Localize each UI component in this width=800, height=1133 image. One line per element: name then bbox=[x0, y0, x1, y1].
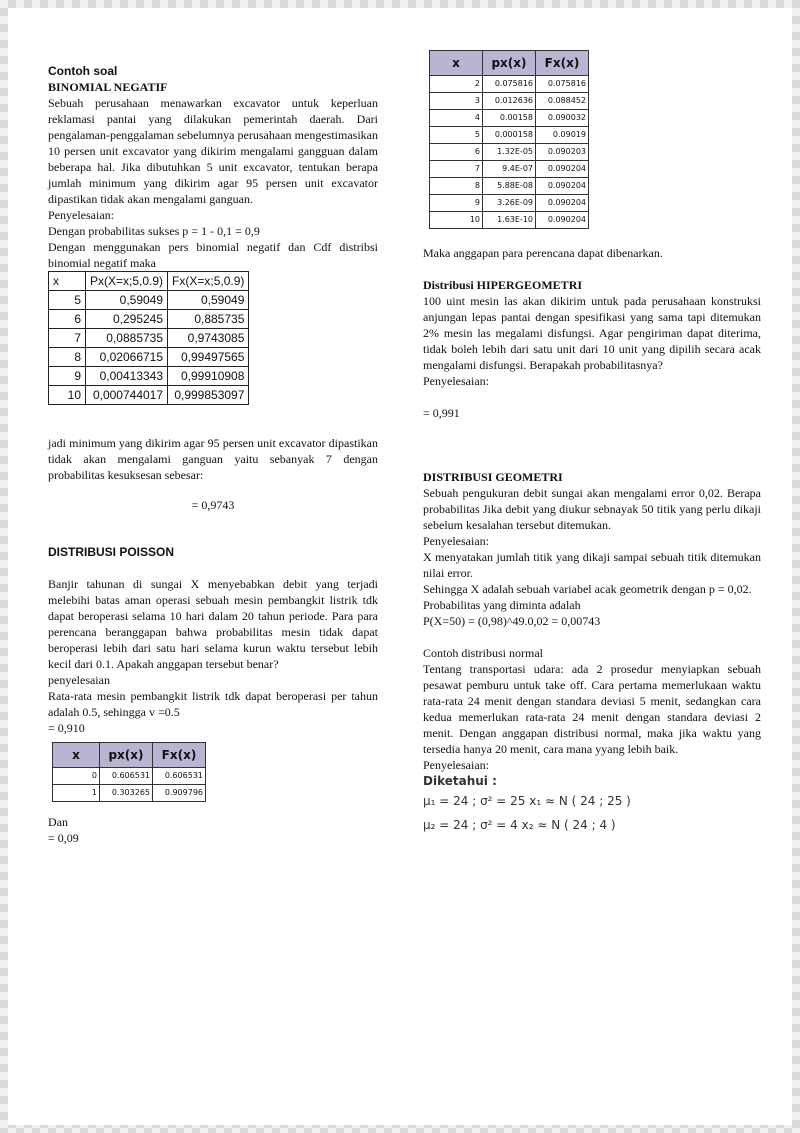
cell-px: 0.000158 bbox=[483, 127, 536, 144]
cell-x: 8 bbox=[49, 348, 86, 367]
cell-fx: 0.090204 bbox=[536, 212, 589, 229]
cell-fx: 0.090204 bbox=[536, 195, 589, 212]
header-x: x bbox=[49, 272, 86, 291]
cell-px: 0.606531 bbox=[100, 768, 153, 785]
geometri-x-line: X menyatakan jumlah titik yang dikaji sampai sebuah titik ditemukan nilai error. bbox=[423, 550, 761, 580]
cell-fx: 0,99497565 bbox=[168, 348, 249, 367]
table-row bbox=[49, 310, 249, 329]
cell-px: 0,0885735 bbox=[86, 329, 168, 348]
cell-fx: 0,9743085 bbox=[168, 329, 249, 348]
cell-fx: 0.090032 bbox=[536, 110, 589, 127]
cell-x: 4 bbox=[430, 110, 483, 127]
cell-fx: 0.088452 bbox=[536, 93, 589, 110]
poisson-table-large bbox=[429, 50, 589, 229]
cell-px: 3.26E-09 bbox=[483, 195, 536, 212]
geometri-penyelesaian: Penyelesaian: bbox=[423, 534, 489, 548]
table-row bbox=[49, 367, 249, 386]
normal-problem-text: Tentang transportasi udara: ada 2 prosedur menyiapkan sebuah pesawat pemburu untuk take off. Cara pertama memerlukaan waktu rata-rata 24 menit dengan standara deviasi 5 menit, sedangkan cara kedua memerlukan rata-rata 24 menit dengan standara deviasi 2 menit. Dengan anggapan distribusi normal, maka jika waktu yang tersedia hanya 20 menit, cara mana yyang lebih baik. bbox=[423, 662, 761, 756]
table-header-row bbox=[49, 272, 249, 291]
header-fx: Fx(x) bbox=[536, 51, 589, 76]
header-px: px(x) bbox=[483, 51, 536, 76]
heading-contoh-soal: Contoh soal bbox=[48, 64, 118, 78]
heading-binomial-negatif: BINOMIAL NEGATIF bbox=[48, 80, 168, 94]
cell-fx: 0,999853097 bbox=[168, 386, 249, 405]
cell-x: 5 bbox=[430, 127, 483, 144]
cell-x: 5 bbox=[49, 291, 86, 310]
cell-px: 0,295245 bbox=[86, 310, 168, 329]
cell-x: 3 bbox=[430, 93, 483, 110]
poisson-conclusion: Maka anggapan para perencana dapat dibenarkan. bbox=[423, 246, 663, 260]
poisson-result-2: = 0,09 bbox=[48, 831, 79, 845]
cell-fx: 0.075816 bbox=[536, 76, 589, 93]
binomial-problem-text: Sebuah perusahaan menawarkan excavator untuk keperluan reklamasi pantai yang dilakukan pemerintah daerah. Dari pengalaman-penggalaman sebelumnya perusahaan mengestimasikan 10 persen unit excavator yang dikirim mengalami gangguan dalam beberapa hal. Jika dibutuhkan 5 unit excavator, tentukan berapa jumlah minimum yang dikirim agar 95 persen unit excavator dipastikan tidak akan mengalami ganguan. bbox=[48, 96, 378, 206]
table-row bbox=[49, 329, 249, 348]
table-row bbox=[49, 386, 249, 405]
table-row bbox=[430, 178, 589, 195]
cell-px: 0,02066715 bbox=[86, 348, 168, 367]
table-row bbox=[430, 161, 589, 178]
table-row bbox=[430, 144, 589, 161]
penyelesaian-label-2: penyelesaian bbox=[48, 673, 110, 687]
table-header-row bbox=[430, 51, 589, 76]
poisson-result: = 0,910 bbox=[48, 721, 85, 735]
cell-x: 6 bbox=[430, 144, 483, 161]
cell-fx: 0,99910908 bbox=[168, 367, 249, 386]
table-row bbox=[53, 768, 206, 785]
cell-fx: 0,885735 bbox=[168, 310, 249, 329]
geometri-formula: P(X=50) = (0,98)^49.0,02 = 0,00743 bbox=[423, 614, 601, 628]
heading-distribusi-geometri: DISTRIBUSI GEOMETRI bbox=[423, 470, 563, 484]
table-row bbox=[53, 785, 206, 802]
cell-px: 0.00158 bbox=[483, 110, 536, 127]
diketahui-label: Diketahui : bbox=[423, 774, 497, 788]
hipergeometri-result: = 0,991 bbox=[423, 406, 460, 420]
table-row bbox=[430, 212, 589, 229]
cell-px: 0,000744017 bbox=[86, 386, 168, 405]
header-px: Px(X=x;5,0.9) bbox=[86, 272, 168, 291]
heading-hipergeometri: Distribusi HIPERGEOMETRI bbox=[423, 278, 583, 292]
header-x: x bbox=[53, 743, 100, 768]
left-column bbox=[48, 64, 378, 846]
poisson-rate-line: Rata-rata mesin pembangkit listrik tdk dapat beroperasi per tahun adalah 0.5, sehingga v =0.5 bbox=[48, 689, 378, 719]
cell-x: 10 bbox=[430, 212, 483, 229]
table-row bbox=[430, 93, 589, 110]
cell-fx: 0.090204 bbox=[536, 161, 589, 178]
header-px: px(x) bbox=[100, 743, 153, 768]
cell-fx: 0.909796 bbox=[153, 785, 206, 802]
hipergeometri-penyelesaian: Penyelesaian: bbox=[423, 374, 489, 388]
cell-px: 0,00413343 bbox=[86, 367, 168, 386]
cell-px: 1.32E-05 bbox=[483, 144, 536, 161]
cell-px: 0.075816 bbox=[483, 76, 536, 93]
cell-fx: 0,59049 bbox=[168, 291, 249, 310]
table-row bbox=[430, 76, 589, 93]
cell-px: 9.4E-07 bbox=[483, 161, 536, 178]
table-row bbox=[430, 127, 589, 144]
cell-px: 0.303265 bbox=[100, 785, 153, 802]
cell-x: 9 bbox=[430, 195, 483, 212]
table-row bbox=[430, 195, 589, 212]
binomial-conclusion: jadi minimum yang dikirim agar 95 persen unit excavator dipastikan tidak akan mengalami ganguan yaitu sebanyak 7 dengan probabilitas kesuksesan sebesar: bbox=[48, 436, 378, 482]
cell-fx: 0.606531 bbox=[153, 768, 206, 785]
heading-distribusi-normal: Contoh distribusi normal bbox=[423, 646, 543, 660]
binomial-result: = 0,9743 bbox=[191, 498, 235, 512]
cell-fx: 0.09019 bbox=[536, 127, 589, 144]
equation-1: μ₁ = 24 ; σ² = 25 x₁ ≈ N ( 24 ; 25 ) bbox=[423, 794, 631, 808]
poisson-problem-text: Banjir tahunan di sungai X menyebabkan debit yang terjadi melebihi batas aman operasi sebuah mesin pembangkit listrik tdk dapat beroperasi selama 10 hari dalam 20 tahun periode. Para para perencana beranggapan bahwa probabilitas mesin tidak dapat beroperasi lebih dari satu hari selama kurun waktu tersebut lebih kecil dari 0.1. Apakah anggapan tersebut benar? bbox=[48, 577, 378, 671]
cell-x: 6 bbox=[49, 310, 86, 329]
header-x: x bbox=[430, 51, 483, 76]
right-column bbox=[423, 50, 761, 837]
table-row bbox=[430, 110, 589, 127]
cell-x: 0 bbox=[53, 768, 100, 785]
cell-px: 1.63E-10 bbox=[483, 212, 536, 229]
cell-fx: 0.090204 bbox=[536, 178, 589, 195]
equation-2: μ₂ = 24 ; σ² = 4 x₂ ≈ N ( 24 ; 4 ) bbox=[423, 818, 616, 832]
cell-x: 7 bbox=[430, 161, 483, 178]
cell-px: 0.012636 bbox=[483, 93, 536, 110]
poisson-table-small bbox=[52, 742, 206, 802]
table-row bbox=[49, 291, 249, 310]
cell-x: 8 bbox=[430, 178, 483, 195]
normal-penyelesaian: Penyelesaian: bbox=[423, 758, 489, 772]
cell-px: 0,59049 bbox=[86, 291, 168, 310]
geometri-sehingga-line: Sehingga X adalah sebuah variabel acak geometrik dengan p = 0,02. bbox=[423, 582, 752, 596]
probability-line: Dengan probabilitas sukses p = 1 - 0,1 = 0,9 bbox=[48, 224, 260, 238]
cell-x: 1 bbox=[53, 785, 100, 802]
header-fx: Fx(x) bbox=[153, 743, 206, 768]
dan-label: Dan bbox=[48, 815, 68, 829]
document-page bbox=[8, 8, 792, 1125]
table-header-row bbox=[53, 743, 206, 768]
formula-description: Dengan menggunakan pers binomial negatif dan Cdf distribsi binomial negatif maka bbox=[48, 240, 378, 270]
cell-px: 5.88E-08 bbox=[483, 178, 536, 195]
cell-x: 2 bbox=[430, 76, 483, 93]
geometri-problem-text: Sebuah pengukuran debit sungai akan mengalami error 0,02. Berapa probabilitas Jika debit yang diukur sebnayak 50 titik yang perlu dikaji sebelum kesalahan tersebut ditemukan. bbox=[423, 486, 761, 532]
hipergeometri-problem-text: 100 uint mesin las akan dikirim untuk pada perusahaan konstruksi anjungan lepas pantai dengan spesifikasi yang sama tapi ditemukan 2% mesin las megalami disfungsi. Agar pengiriman dapat diterima, tidak boleh lebih dari satu unit dari 10 unit yang dipilih secara acak mengalami disfungsi. Berapakah probabilitasnya? bbox=[423, 294, 761, 372]
cell-fx: 0.090203 bbox=[536, 144, 589, 161]
table-row bbox=[49, 348, 249, 367]
heading-distribusi-poisson: DISTRIBUSI POISSON bbox=[48, 545, 175, 559]
cell-x: 9 bbox=[49, 367, 86, 386]
cell-x: 7 bbox=[49, 329, 86, 348]
penyelesaian-label: Penyelesaian: bbox=[48, 208, 114, 222]
cell-x: 10 bbox=[49, 386, 86, 405]
binomial-table bbox=[48, 271, 249, 405]
geometri-prob-line: Probabilitas yang diminta adalah bbox=[423, 598, 581, 612]
header-fx: Fx(X=x;5,0.9) bbox=[168, 272, 249, 291]
